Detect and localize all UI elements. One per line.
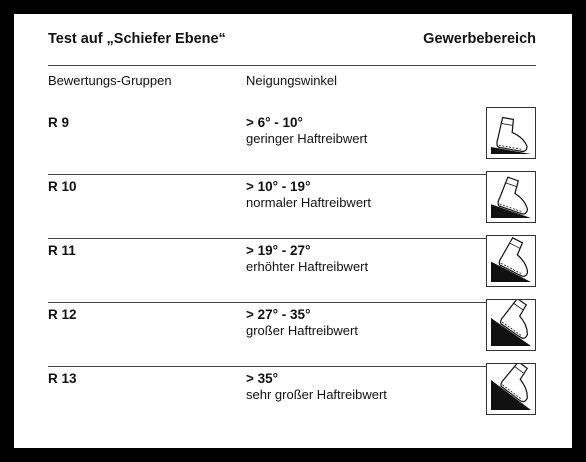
friction-description: geringer Haftreibwert [246, 131, 368, 146]
angle-range: > 35° [246, 371, 279, 386]
angle-range: > 6° - 10° [246, 115, 303, 130]
rating-table-card [14, 14, 572, 448]
page-title: Test auf „Schiefer Ebene“ [48, 31, 226, 47]
table-row [48, 362, 536, 426]
table-row [48, 170, 536, 234]
angle-range: > 27° - 35° [246, 307, 311, 322]
column-header-group: Bewertungs-Gruppen [48, 73, 172, 88]
friction-description: normaler Haftreibwert [246, 195, 371, 210]
category-label: Gewerbebereich [423, 31, 536, 47]
friction-description: erhöhter Haftreibwert [246, 259, 369, 274]
table-row [48, 106, 536, 170]
rating-group: R 12 [48, 307, 77, 322]
table-row [48, 234, 536, 298]
header-divider [48, 65, 536, 66]
rating-group: R 9 [48, 115, 70, 130]
rating-group: R 11 [48, 243, 76, 258]
angle-range: > 19° - 27° [246, 243, 311, 258]
shoe-on-slope-icon [486, 299, 536, 351]
column-header-angle: Neigungswinkel [246, 73, 338, 88]
rating-group: R 10 [48, 179, 77, 194]
table-row [48, 298, 536, 362]
friction-description: sehr großer Haftreibwert [246, 387, 387, 402]
shoe-on-slope-icon [486, 235, 536, 287]
friction-description: großer Haftreibwert [246, 323, 358, 338]
shoe-on-slope-icon [486, 171, 536, 223]
shoe-on-slope-icon [486, 363, 536, 415]
rating-group: R 13 [48, 371, 77, 386]
angle-range: > 10° - 19° [246, 179, 311, 194]
shoe-on-slope-icon [486, 107, 536, 159]
